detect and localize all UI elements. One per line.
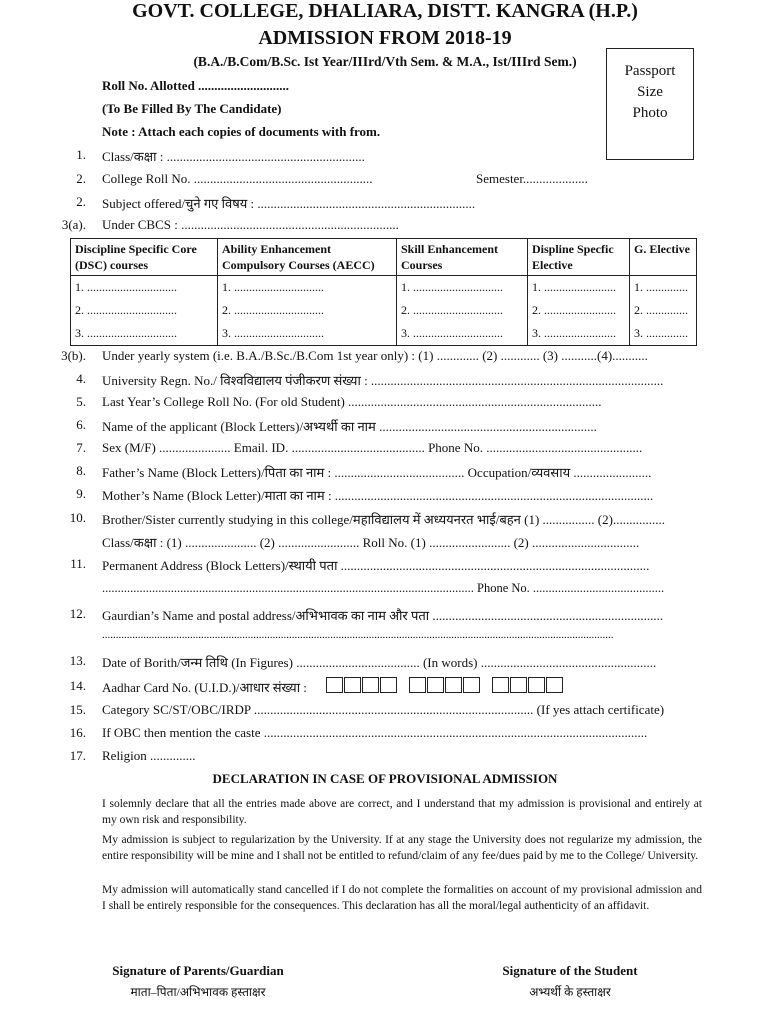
field-4-number: 4. [76, 371, 86, 386]
field-sibling-class-roll[interactable]: Class/कक्षा : (1) ...................... (2) ......................... Roll No. (1) ......................... (2) ................................. [102, 535, 640, 550]
passport-photo-box[interactable] [606, 48, 694, 160]
field-yearly-system[interactable]: Under yearly system (i.e. B.A./B.Sc./B.Com 1st year only) : (1) ............. (2) ............ (3) ...........(4)........... [102, 348, 648, 363]
field-class[interactable]: Class/कक्षा : ............................................................. [102, 149, 365, 164]
table-cell[interactable]: 2. .............................. [397, 299, 528, 322]
field-category[interactable]: Category SC/ST/OBC/IRDP ...................................................................................... (If yes attach certificate) [102, 702, 665, 717]
table-cell[interactable]: 1. ........................ [528, 276, 630, 300]
table-row [71, 276, 697, 300]
aadhar-group-2[interactable] [409, 677, 481, 694]
field-13-number: 13. [69, 653, 86, 668]
table-row [71, 299, 697, 322]
field-religion[interactable]: Religion .............. [102, 748, 196, 763]
aadhar-digit-box[interactable] [326, 677, 343, 693]
table-cell[interactable]: 3. .............................. [71, 322, 218, 346]
aadhar-digit-box[interactable] [344, 677, 361, 693]
field-sex-email-phone[interactable]: Sex (M/F) ...................... Email. ID. ......................................... Phone No. ................................................ [102, 440, 643, 455]
table-row [71, 322, 697, 346]
field-applicant-name[interactable]: Name of the applicant (Block Letters)/अभ्यर्थी का नाम ................................................................... [102, 419, 597, 434]
attach-note: Note : Attach each copies of documents with from. [102, 124, 381, 139]
table-cell[interactable]: 2. .............. [630, 299, 697, 322]
field-12-number: 12. [69, 606, 86, 621]
aadhar-digit-box[interactable] [492, 677, 509, 693]
field-11-number: 11. [70, 556, 86, 571]
field-1-number: 1. [76, 147, 86, 162]
parent-signature-label-hindi: माता–पिता/अभिभावक हस्ताक्षर [130, 985, 266, 999]
table-cell[interactable]: 1. .............................. [71, 276, 218, 300]
aadhar-digit-box[interactable] [528, 677, 545, 693]
field-6-number: 6. [76, 417, 86, 432]
field-obc-caste[interactable]: If OBC then mention the caste ...................................................................................................................... [102, 725, 648, 740]
field-under-cbcs[interactable]: Under CBCS : ................................................................... [102, 217, 399, 232]
photo-label-3: Photo [632, 105, 668, 121]
form-title: ADMISSION FROM 2018-19 [258, 27, 512, 49]
aadhar-digit-box[interactable] [380, 677, 397, 693]
field-mother-name[interactable]: Mother’s Name (Block Letter)/माता का नाम : .................................................................................................. [102, 488, 654, 503]
table-cell[interactable]: 2. .............................. [71, 299, 218, 322]
field-guardian[interactable]: Gaurdian’s Name and postal address/अभिभावक का नाम और पता ....................................................................... [102, 608, 664, 623]
field-7-number: 7. [76, 440, 86, 455]
field-3-number: 2. [76, 194, 86, 209]
table-cell[interactable]: 1. .............................. [218, 276, 397, 300]
table-cell[interactable]: 3. .............................. [218, 322, 397, 346]
field-17-number: 17. [69, 748, 86, 763]
field-14-number: 14. [69, 678, 86, 693]
form-subtitle: (B.A./B.Com/B.Sc. Ist Year/IIIrd/Vth Sem. & M.A., Ist/IIIrd Sem.) [193, 54, 577, 69]
field-subject-offered[interactable]: Subject offered/चुने गए विषय : ................................................................... [102, 196, 476, 211]
table-cell[interactable]: 2. .............................. [218, 299, 397, 322]
field-date-of-birth[interactable]: Date of Borith/जन्म तिथि (In Figures) ...................................... (In words) ...................................................... [102, 655, 657, 670]
declaration-heading: DECLARATION IN CASE OF PROVISIONAL ADMISSION [212, 771, 558, 786]
aadhar-group-3[interactable] [492, 677, 564, 694]
field-college-roll[interactable]: College Roll No. ....................................................... [102, 171, 373, 186]
field-sibling[interactable]: Brother/Sister currently studying in this college/महाविद्यालय में अध्ययनरत भाई/बहन (1) ................ (2)................ [102, 512, 665, 527]
aadhar-digit-box[interactable] [427, 677, 444, 693]
cbcs-header-dse: Displine Specfic Elective [528, 239, 630, 276]
roll-allotted: Roll No. Allotted ............................ [102, 78, 290, 93]
cbcs-header-ge: G. Elective [630, 239, 697, 276]
field-2-number: 2. [76, 171, 86, 186]
field-semester[interactable]: Semester.................... [476, 171, 588, 186]
field-permanent-address[interactable]: Permanent Address (Block Letters)/स्थायी पता ............................................................................................... [102, 558, 650, 573]
table-cell[interactable]: 1. .............. [630, 276, 697, 300]
field-3b-number: 3(b). [61, 348, 86, 363]
field-university-regn[interactable]: University Regn. No./ विश्वविद्यालय पंजीकरण संख्या : .......................................................................................... [102, 373, 664, 388]
aadhar-group-1[interactable] [326, 677, 398, 694]
field-aadhar-label: Aadhar Card No. (U.I.D.)/आधार संख्या : [102, 680, 307, 695]
student-signature-label-hindi: अभ्यर्थी के हस्ताक्षर [529, 985, 611, 999]
college-title: GOVT. COLLEGE, DHALIARA, DISTT. KANGRA (H.P.) [132, 0, 638, 22]
aadhar-digit-box[interactable] [445, 677, 462, 693]
field-9-number: 9. [76, 486, 86, 501]
field-5-number: 5. [76, 394, 86, 409]
filled-by-note: (To Be Filled By The Candidate) [102, 101, 282, 116]
field-8-number: 8. [76, 463, 86, 478]
field-16-number: 16. [69, 725, 86, 740]
field-3a-number: 3(a). [61, 217, 86, 232]
cbcs-header-row [71, 239, 697, 276]
declaration-paragraph-3: My admission will automatically stand cancelled if I do not complete the formalities on account of my provisional admission and I shall be entirely responsible for the consequences. This declaration has all the moral/legal authenticity of an affidavit. [102, 884, 702, 912]
table-cell[interactable]: 1. .............................. [397, 276, 528, 300]
parent-signature-label: Signature of Parents/Guardian [112, 963, 284, 978]
aadhar-digit-box[interactable] [463, 677, 480, 693]
field-10-number: 10. [69, 510, 86, 525]
field-guardian-line2[interactable]: .......................................................................................................................................................................................... [102, 629, 614, 641]
field-last-roll[interactable]: Last Year’s College Roll No. (For old Student) .............................................................................. [102, 394, 602, 409]
declaration-paragraph-2: My admission is subject to regularization by the University. If at any stage the University does not regularize my admission, the entire responsibility will be mine and I shall not be entitled to refund/claim of any fee/dues paid by me to the College/ University. [102, 834, 702, 862]
photo-label-1: Passport [624, 63, 676, 79]
table-cell[interactable]: 3. .............. [630, 322, 697, 346]
cbcs-header-aecc: Ability Enhancement Compulsory Courses (AECC) [218, 239, 397, 276]
table-cell[interactable]: 3. .............................. [397, 322, 528, 346]
field-address-phone[interactable]: ....................................................................................................................... Phone No. .......................................... [102, 581, 665, 595]
cbcs-header-sec: Skill Enhancement Courses [397, 239, 528, 276]
table-cell[interactable]: 2. ........................ [528, 299, 630, 322]
aadhar-digit-box[interactable] [362, 677, 379, 693]
aadhar-digit-box[interactable] [510, 677, 527, 693]
cbcs-table [70, 238, 697, 346]
table-cell[interactable]: 3. ........................ [528, 322, 630, 346]
aadhar-digit-box[interactable] [409, 677, 426, 693]
field-father-name[interactable]: Father’s Name (Block Letters)/पिता का नाम : ........................................ Occupation/व्यवसाय ........................ [102, 465, 652, 480]
aadhar-digit-box[interactable] [546, 677, 563, 693]
cbcs-header-dsc: Discipline Specific Core (DSC) courses [71, 239, 218, 276]
field-15-number: 15. [69, 702, 86, 717]
declaration-paragraph-1: I solemnly declare that all the entries made above are correct, and I understand that my admission is provisional and entirely at my own risk and responsibility. [102, 798, 702, 826]
student-signature-label: Signature of the Student [502, 963, 638, 978]
photo-label-2: Size [637, 84, 663, 100]
